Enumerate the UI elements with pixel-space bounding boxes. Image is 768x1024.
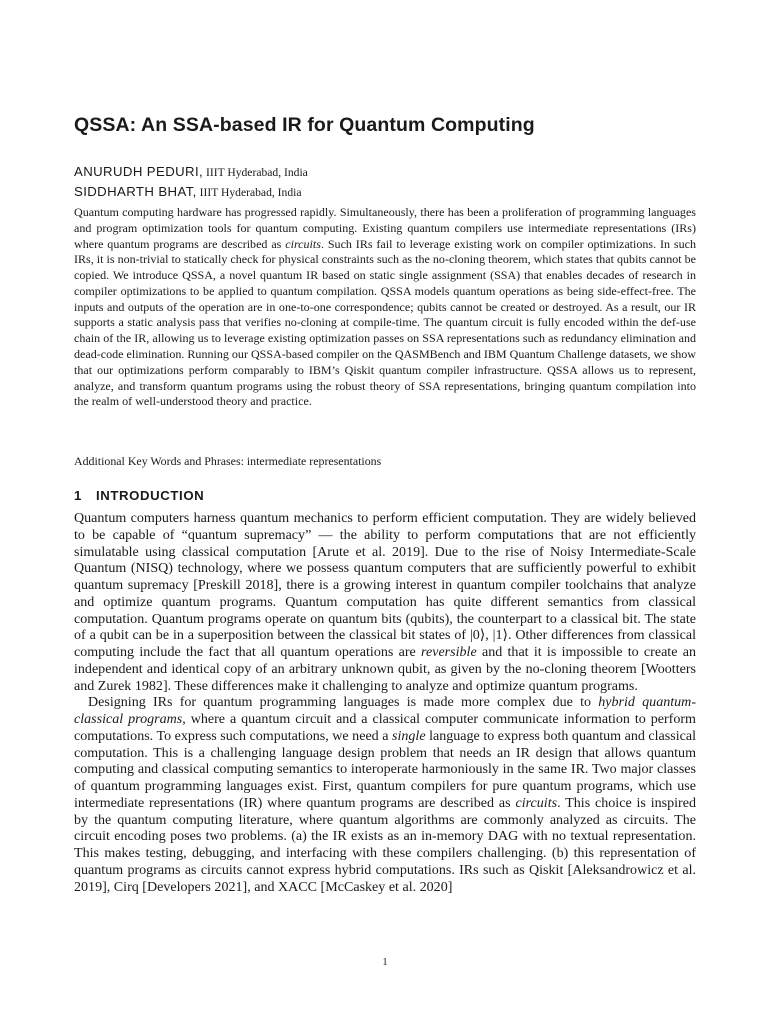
intro-p2-circuits-emphasis: circuits bbox=[515, 794, 558, 811]
intro-p1-text-2: and that it is impossible to create an independent and identical copy of an arbitrary unknown qubit, as given by the no-cloning theorem [Wootters and Zurek 1982]. These differences make it challenging to analyze and optimize quantum programs. bbox=[74, 644, 696, 694]
page-number: 1 bbox=[382, 957, 388, 968]
introduction-body bbox=[74, 510, 696, 895]
intro-p2-single-emphasis: single bbox=[392, 727, 426, 744]
intro-p2-text-3: language to express both quantum and classical computation. This is a challenging language design problem that needs an IR design that allows quantum computing and classical computing semantics to interoperate harmoniously in the same IR. Two major classes of quantum programming languages exist. First, quantum compilers for pure quantum programs, which use intermediate representations (IR) where quantum programs are described as bbox=[74, 727, 696, 811]
intro-paragraph-2 bbox=[74, 694, 696, 895]
intro-p2-hybrid-emphasis: hybrid quantum-classical programs bbox=[74, 694, 696, 727]
author-2-name: SIDDHARTH BHAT, bbox=[74, 184, 197, 199]
abstract-text-1: Quantum computing hardware has progressed rapidly. Simultaneously, there has been a proliferation of programming languages and program optimization tools for quantum computing. Existing quantum compilers use intermediate representations (IRs) where quantum programs are described as bbox=[74, 205, 696, 251]
intro-p2-text-4: . This choice is inspired by the quantum computing literature, where quantum algorithms are commonly analyzed as circuits. The circuit encoding poses two problems. (a) the IR exists as an in-memory DAG with no textual representation. This makes testing, debugging, and interfacing with these compilers challenging. (b) this representation of quantum programs as circuits cannot express hybrid computations. IRs such as Qiskit [Aleksandrowicz et al. 2019], Cirq [Developers 2021], and XACC [McCaskey et al. 2020] bbox=[74, 794, 696, 895]
author-list bbox=[74, 162, 696, 202]
intro-p1-text-1: Quantum computers harness quantum mechanics to perform efficient computation. They are widely believed to be capable of “quantum supremacy” — the ability to perform computations that are not efficiently simulatable using classical computation [Arute et al. 2019]. Due to the rise of Noisy Intermediate-Scale Quantum (NISQ) technology, where we possess quantum computers that are sufficiently powerful to exhibit quantum supremacy [Preskill 2018], there is a growing interest in quantum compiler toolchains that analyze and optimize quantum programs. Quantum computation has quite different semantics from classical computation. Quantum programs operate on quantum bits (qubits), the counterpart to a classical bit. The state of a qubit can be in a superposition between the classical bit states of |0⟩, |1⟩. Other differences from classical computing include the fact that all quantum operations are bbox=[74, 510, 696, 660]
keywords: Additional Key Words and Phrases: intermediate representations bbox=[74, 454, 382, 468]
intro-p2-text-1: Designing IRs for quantum programming languages is made more complex due to bbox=[88, 694, 599, 711]
section-heading-introduction bbox=[74, 488, 204, 503]
section-number: 1 bbox=[74, 488, 82, 503]
intro-p1-reversible-emphasis: reversible bbox=[421, 644, 477, 660]
abstract-circuits-emphasis: circuits bbox=[285, 236, 321, 251]
paper-title: QSSA: An SSA-based IR for Quantum Computing bbox=[74, 114, 535, 136]
author-1 bbox=[74, 162, 696, 182]
abstract-text-2: . Such IRs fail to leverage existing work on compiler optimizations. In such IRs, it is non-trivial to statically check for physical constraints such as the no-cloning theorem, which states that qubits cannot be copied. We introduce QSSA, a novel quantum IR based on static single assignment (SSA) that enables decades of research in compiler optimizations to be applied to quantum compilation. QSSA models quantum operations as being side-effect-free. The inputs and outputs of the operation are in one-to-one correspondence; qubits cannot be created or destroyed. As a result, our IR supports a static analysis pass that verifies no-cloning at compile-time. The quantum circuit is fully encoded within the def-use chain of the IR, allowing us to leverage existing optimization passes on SSA representations such as redundancy elimination and dead-code elimination. Running our QSSA-based compiler on the QASMBench and IBM Quantum Challenge datasets, we show that our optimizations perform comparably to IBM’s Qiskit quantum compiler infrastructure. QSSA allows us to represent, analyze, and transform quantum programs using the robust theory of SSA representations, bringing quantum compilation into the realm of well-understood theory and practice. bbox=[74, 236, 696, 409]
intro-p2-text-2: , where a quantum circuit and a classical computer communicate information to perform computations. To express such computations, we need a bbox=[74, 711, 696, 744]
author-1-affiliation: IIIT Hyderabad, India bbox=[203, 166, 308, 179]
author-1-name: ANURUDH PEDURI, bbox=[74, 164, 204, 179]
intro-paragraph-1 bbox=[74, 510, 696, 694]
author-2 bbox=[74, 182, 696, 202]
section-title: INTRODUCTION bbox=[96, 488, 205, 503]
author-2-affiliation: IIIT Hyderabad, India bbox=[196, 186, 302, 199]
abstract bbox=[74, 205, 696, 410]
